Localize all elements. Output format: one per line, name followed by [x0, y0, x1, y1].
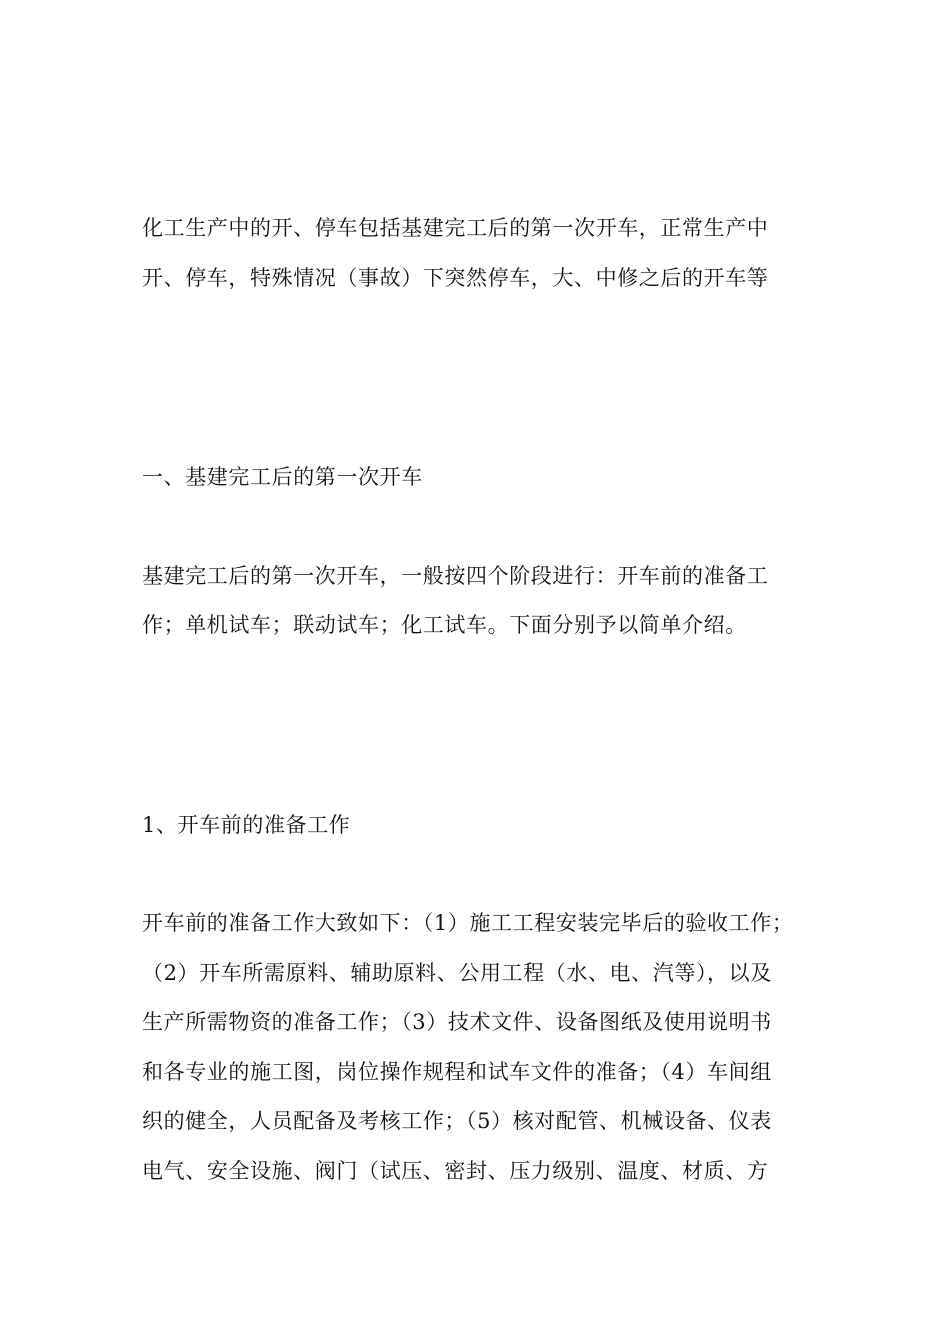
subsection-paragraph-line-4: 和各专业的施工图，岗位操作规程和试车文件的准备；（4）车间组: [142, 1060, 772, 1084]
subsection-paragraph-line-5: 织的健全，人员配备及考核工作；（5）核对配管、机械设备、仪表: [142, 1109, 772, 1133]
subsection-heading: 1、开车前的准备工作: [142, 813, 351, 837]
subsection-paragraph-line-6: 电气、安全设施、阀门（试压、密封、压力级别、温度、材质、方: [142, 1159, 769, 1183]
subsection-paragraph-line-1: 开车前的准备工作大致如下：（1）施工工程安装完毕后的验收工作；: [142, 911, 794, 935]
section-paragraph-line-2: 作；单机试车；联动试车；化工试车。下面分别予以简单介绍。: [142, 613, 747, 637]
subsection-paragraph-line-2: （2）开车所需原料、辅助原料、公用工程（水、电、汽等），以及: [142, 961, 772, 985]
section-paragraph-line-1: 基建完工后的第一次开车，一般按四个阶段进行：开车前的准备工: [142, 564, 769, 588]
section-heading: 一、基建完工后的第一次开车: [142, 465, 423, 489]
intro-line-1: 化工生产中的开、停车包括基建完工后的第一次开车，正常生产中: [142, 216, 769, 240]
intro-line-2: 开、停车，特殊情况（事故）下突然停车，大、中修之后的开车等: [142, 266, 769, 290]
subsection-paragraph-line-3: 生产所需物资的准备工作；（3）技术文件、设备图纸及使用说明书: [142, 1010, 772, 1034]
